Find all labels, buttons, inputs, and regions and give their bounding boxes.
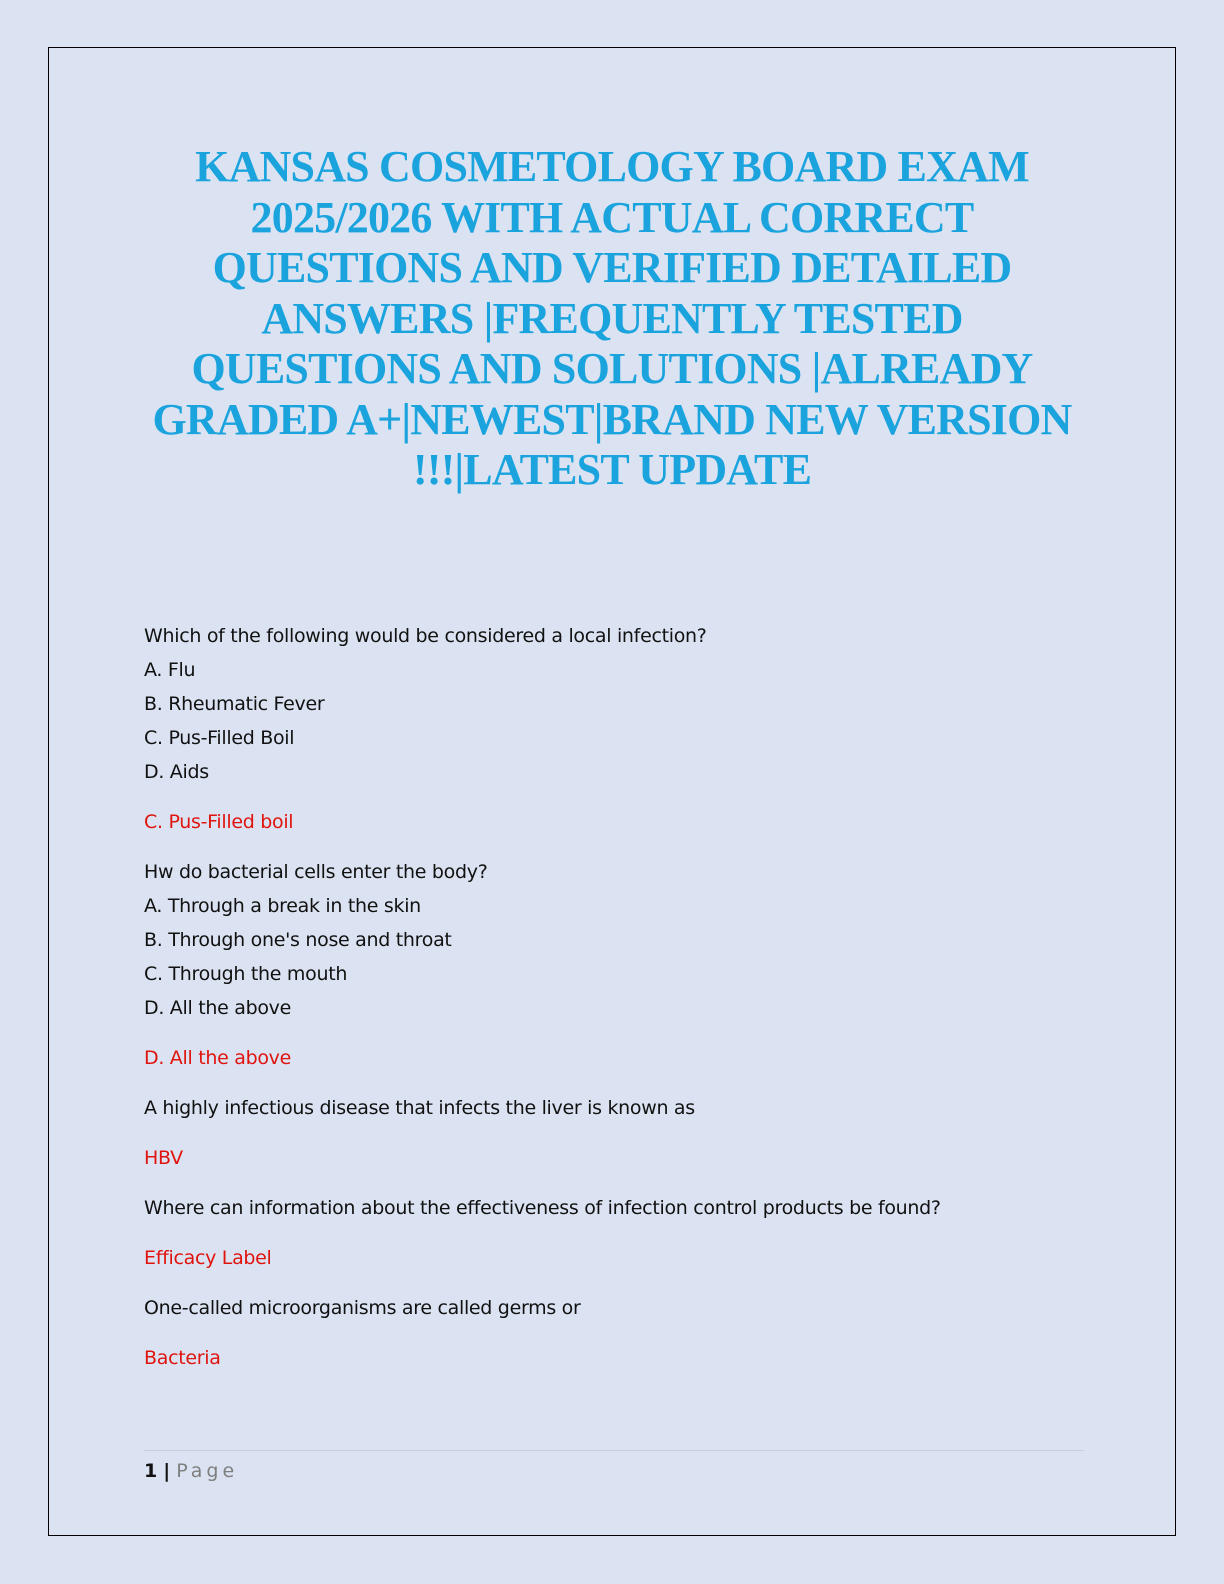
page-footer — [144, 1456, 238, 1486]
option-b: B. Through one's nose and throat — [144, 929, 452, 951]
title-line-6: GRADED A+|NEWEST|BRAND NEW VERSION — [152, 394, 1072, 444]
answer-text: D. All the above — [144, 1047, 291, 1069]
answer-text: Efficacy Label — [144, 1247, 272, 1269]
title-line-5: QUESTIONS AND SOLUTIONS |ALREADY — [191, 344, 1033, 393]
footer-divider — [144, 1450, 1084, 1451]
question-text: Where can information about the effectiveness of infection control products be found? — [144, 1197, 941, 1219]
title-line-1: KANSAS COSMETOLOGY BOARD EXAM — [195, 142, 1029, 191]
answer-text: Bacteria — [144, 1347, 221, 1369]
question-block-5 — [144, 1291, 1104, 1375]
question-block-3 — [144, 1091, 1104, 1175]
option-c: C. Through the mouth — [144, 963, 348, 985]
page-number: 1 — [144, 1460, 158, 1482]
question-block-4 — [144, 1191, 1104, 1275]
question-text: One-called microorganisms are called germs or — [144, 1297, 581, 1319]
question-text: Hw do bacterial cells enter the body? — [144, 861, 488, 883]
answer-text: HBV — [144, 1147, 183, 1169]
footer-separator: | — [163, 1460, 171, 1482]
title-line-7: !!!|LATEST UPDATE — [412, 445, 812, 494]
title-line-3: QUESTIONS AND VERIFIED DETAILED — [212, 243, 1012, 292]
title-line-4: ANSWERS |FREQUENTLY TESTED — [261, 293, 963, 343]
option-c: C. Pus-Filled Boil — [144, 727, 295, 749]
page-label: Page — [176, 1460, 239, 1482]
question-block-2 — [144, 855, 1104, 1075]
option-b: B. Rheumatic Fever — [144, 693, 325, 715]
question-list — [144, 619, 1104, 1375]
option-a: A. Through a break in the skin — [144, 895, 421, 917]
option-a: A. Flu — [144, 659, 196, 681]
document-title — [110, 142, 1114, 496]
title-line-2: 2025/2026 WITH ACTUAL CORRECT — [250, 192, 974, 242]
option-d: D. Aids — [144, 761, 209, 783]
question-text: A highly infectious disease that infects the liver is known as — [144, 1097, 695, 1119]
option-d: D. All the above — [144, 997, 291, 1019]
answer-text: C. Pus-Filled boil — [144, 811, 294, 833]
question-block-1 — [144, 619, 1104, 839]
question-text: Which of the following would be considered a local infection? — [144, 625, 707, 647]
